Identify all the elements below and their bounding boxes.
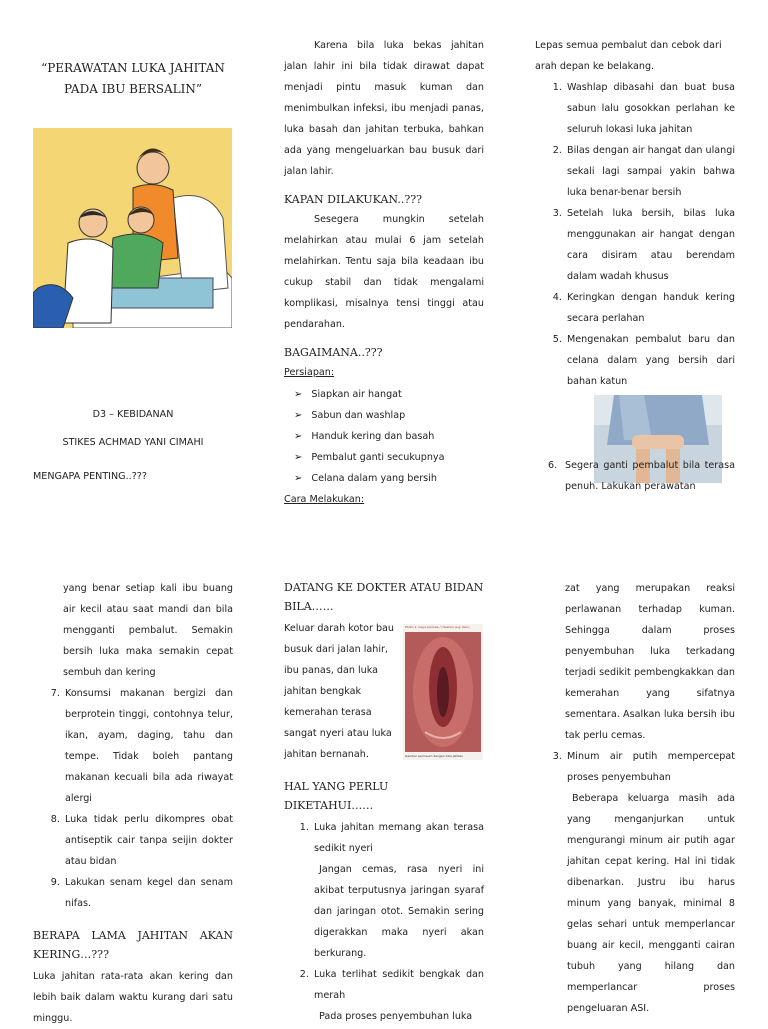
step-item: 9. Lakukan senam kegel dan senam nifas.: [63, 872, 233, 914]
family-illustration: [33, 128, 232, 328]
fact-item-1-title: 1. Luka jahitan memang akan terasa sedikit nyeri: [314, 822, 484, 854]
fact-item-2-title: 2. Luka terlihat sedikit bengkak dan merah: [314, 969, 484, 1001]
prep-item: ➢ Handuk kering dan basah: [294, 426, 484, 447]
steps-lead: Lepas semua pembalut dan cebok dari arah depan ke belakang.: [535, 40, 722, 72]
column2-top: [284, 35, 484, 510]
step-item: 8. Luka tidak perlu dikompres obat antiseptik cair tanpa seijin dokter atau bidan: [63, 809, 233, 872]
fact-item-3-title: 3. Minum air putih mempercepat proses penyembuhan: [567, 751, 735, 783]
institution-label: STIKES ACHMAD YANI CIMAHI: [62, 437, 204, 448]
fact-item-1-detail: Jangan cemas, rasa nyeri ini akibat terputusnya jaringan syaraf dan jaringan otot. Semakin sering digerakkan maka nyeri akan berkurang.: [314, 864, 484, 959]
prep-item: ➢ Sabun dan washlap: [294, 405, 484, 426]
facts-list-more: [535, 746, 735, 1019]
step6-start: Segera ganti pembalut bila terasa penuh. Lakukan perawatan: [565, 460, 735, 492]
perineum-photo: [403, 624, 483, 760]
duration-paragraph: Luka jahitan rata-rata akan kering dan lebih baik dalam waktu kurang dari satu minggu.: [33, 971, 233, 1024]
step6-rest: yang benar setiap kali ibu buang air kecil atau saat mandi dan bila mengganti pembalut. Semakin bersih luka maka semakin cepat sembuh dan kering: [63, 583, 233, 678]
step6-start-row: [548, 455, 735, 497]
fact-item-1: [312, 817, 484, 964]
fact-item-3-detail: Beberapa keluarga masih ada yang menganjurkan untuk mengurangi minum air putih agar jahitan cepat kering. Hal ini tidak dibenarkan. Justru ibu harus minum yang banyak, minimal 8 gelas sehari untuk memperlancar buang air kecil, mengganti cairan tubuh yang hilang dan memperlancar proses pengeluaran ASI.: [567, 793, 735, 1014]
cover-title-line2: PADA IBU BERSALIN”: [63, 82, 203, 96]
prep-item: ➢ Pembalut ganti secukupnya: [294, 447, 484, 468]
method-label: Cara Melakukan:: [284, 494, 365, 505]
step-item: 3. Setelah luka bersih, bilas luka menggunakan air hangat dengan cara disiram atau berendam dalam wadah khusus: [565, 203, 735, 287]
cover-title: [33, 58, 233, 100]
step-item: 7. Konsumsi makanan bergizi dan berprotein tinggi, contohnya telur, ikan, ayam, daging, tahu dan tempe. Tidak boleh pantang makanan kecuali bila ada riwayat alergi: [63, 683, 233, 809]
fact-item-2-detail-start: Pada proses penyembuhan luka: [319, 1011, 473, 1022]
doctor-heading: DATANG KE DOKTER ATAU BIDAN BILA……: [284, 581, 484, 613]
column3-top: [535, 35, 735, 392]
column1-bottom: [33, 578, 233, 1029]
prep-item: ➢ Siapkan air hangat: [294, 384, 484, 405]
prep-label: Persiapan:: [284, 367, 335, 378]
cover-title-line1: “PERAWATAN LUKA JAHITAN: [41, 61, 225, 75]
step-item: 4. Keringkan dengan handuk kering secara perlahan: [565, 287, 735, 329]
how-heading: BAGAIMANA..???: [284, 346, 383, 359]
fact-item-2-detail-rest: zat yang merupakan reaksi perlawanan terhadap kuman. Sehingga dalam proses penyembuhan luka terkadang terjadi sedikit pembengkakkan dan kemerahan yang sifatnya sementara. Asalkan luka bersih ibu tak perlu cemas.: [565, 583, 735, 741]
column3-bottom: [535, 578, 735, 1019]
fact-item-3: [565, 746, 735, 1019]
when-heading: KAPAN DILAKUKAN..???: [284, 193, 423, 206]
step-item: 2. Bilas dengan air hangat dan ulangi sekali lagi sampai yakin bahwa luka benar-benar bersih: [565, 140, 735, 203]
perineum-photo-caption-bottom: Gambar perineum dengan luka jahitan: [405, 754, 464, 758]
program-label: D3 – KEBIDANAN: [92, 409, 174, 420]
perineum-image: [405, 632, 481, 752]
prep-list: [284, 384, 484, 489]
cover-illustration: [33, 128, 232, 328]
fact-item-2: [312, 964, 484, 1027]
perineum-photo-caption-top: Photo 1: Gaya perinea / robekan (e.g. Kerr): [405, 625, 470, 629]
step6-number: 6.: [548, 460, 558, 471]
step-item: 5. Mengenakan pembalut baru dan celana dalam yang bersih dari bahan katun: [565, 329, 735, 392]
facts-heading: HAL YANG PERLU DIKETAHUI……: [284, 780, 389, 812]
steps-list: [535, 77, 735, 392]
when-paragraph: Sesegera mungkin setelah melahirkan atau mulai 6 jam setelah melahirkan. Tentu saja bila keadaan ibu cukup stabil dan tidak mengalami komplikasi, misalnya tensi tinggi atau pendarahan.: [284, 214, 484, 330]
steps-list-more: [33, 683, 233, 914]
duration-heading: BERAPA LAMA JAHITAN AKAN KERING…???: [33, 929, 233, 961]
step-item: 1. Washlap dibasahi dan buat busa sabun lalu gosokkan perlahan ke seluruh lokasi luka jahitan: [565, 77, 735, 140]
prep-item: ➢ Celana dalam yang bersih: [294, 468, 484, 489]
facts-list: [284, 817, 484, 1027]
why-heading: MENGAPA PENTING..???: [33, 471, 147, 482]
intro-paragraph: Karena bila luka bekas jahitan jalan lahir ini bila tidak dirawat dapat menjadi pintu masuk kuman dan menimbulkan infeksi, ibu menjadi panas, luka basah dan jahitan terbuka, bahkan ada yang mengeluarkan bau busuk dari jalan lahir.: [284, 40, 484, 177]
doctor-paragraph: Keluar darah kotor bau busuk dari jalan lahir, ibu panas, dan luka jahitan bengkak kemerahan terasa sangat nyeri atau luka jahitan bernanah.: [284, 623, 395, 760]
